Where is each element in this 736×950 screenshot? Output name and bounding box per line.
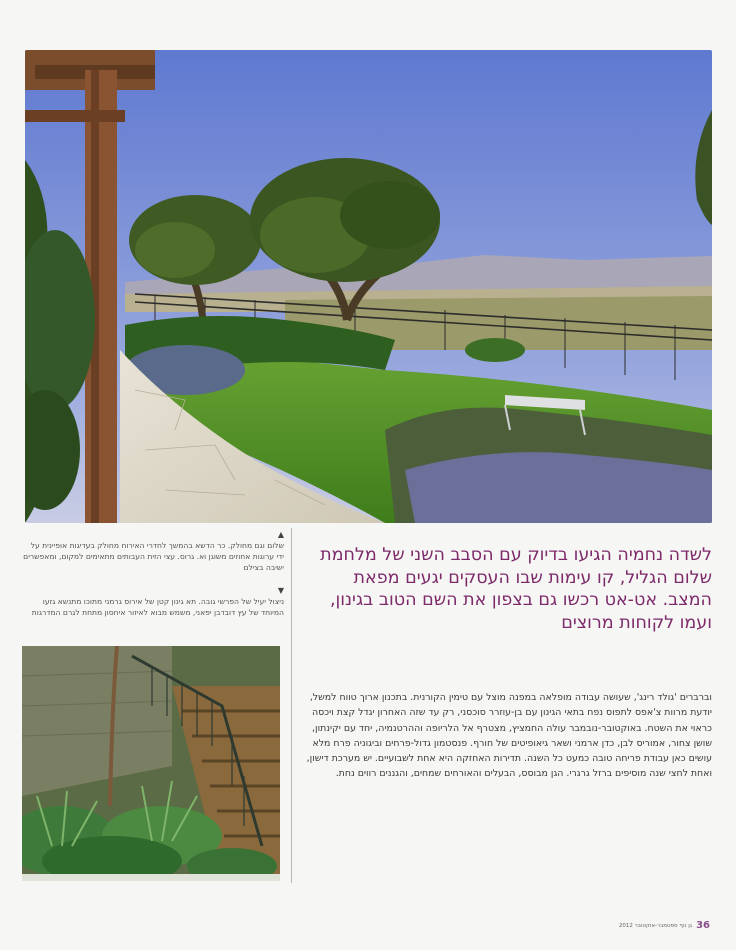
caption-down-arrow-icon: ▼ — [277, 586, 284, 595]
caption-up-arrow-icon: ▲ — [277, 530, 284, 539]
footer-issue-text: גן נוף ספטמבר-אוקטובר 2012 — [618, 922, 693, 929]
photo-caption-top — [22, 530, 284, 573]
page-footer — [614, 920, 710, 931]
stairs-garden-photo — [22, 646, 280, 881]
article-body: וברברים 'גולד רינג', שעושה עבודה מופלאה במפנה מוצל עם טימין הקורנית. בתכנון ארוך טווח למשל, יודעת מרוות צ'אפס לתפוס נפח בתאי הגינון עם בן-עוזרר סוכסני, רק עד שזה האחרון יגדל קצת ויכסה כראוי את השטח. באוקטובר-נובמבר עולה החמציץ, מצטרף אל הלריופה וההרטנמיה, יחד עם יקינתון, שושן צחור, אמוריס לבן, כדן ארמני ושאר גיאופיטים של חורף. פנסטמון גדול-פרחים וביגוניה פרח מלא עושים כאן עבודת פריחה טובה כמעט כל השנה. תדירות האחזקה היא אחת לשבועיים. יש מערכת דישון, ואחת לחצי שנה מוסיפים ברזל גרגרי. הגן מבוסס, הבעלים והאורחים שמחים, והגננים רווים נחת. — [306, 692, 712, 780]
garden-hero-photo — [25, 50, 712, 523]
article-lead: לשדה נחמיה הגיעו בדיוק עם הסבב השני של מלחמת שלום הגליל, קו עימות שבו העסקים יגעים מפאת המצב. אט-אט רכשו גם בצפון את השם הטוב בגינון, ועמו לקוחות מרוצים — [320, 545, 712, 633]
photo-caption-bottom — [22, 586, 284, 618]
caption-top-text: שלום וגם מחולק. כר הדשא בהמשך לחדרי האירוח מחולק בעדיגות אופיינית על ידי ערוגות אחוזים משוגן וא. גרוס. עצי הזית העבותים מתאימים למקום, ומאפשרים ישיבה בצילם — [23, 541, 284, 572]
column-divider — [291, 528, 292, 883]
caption-bottom-text: ניצול יעיל של הפרשי גובה. תא גינון קטן של אירוס גרמני מתוכו מתנשא גזעו המיוחד של עץ דובדבן יפאני, משמש מבוא לאיזור איחסון מתחת לגרם המדרגות — [31, 597, 284, 617]
page-number: 36 — [696, 920, 710, 931]
